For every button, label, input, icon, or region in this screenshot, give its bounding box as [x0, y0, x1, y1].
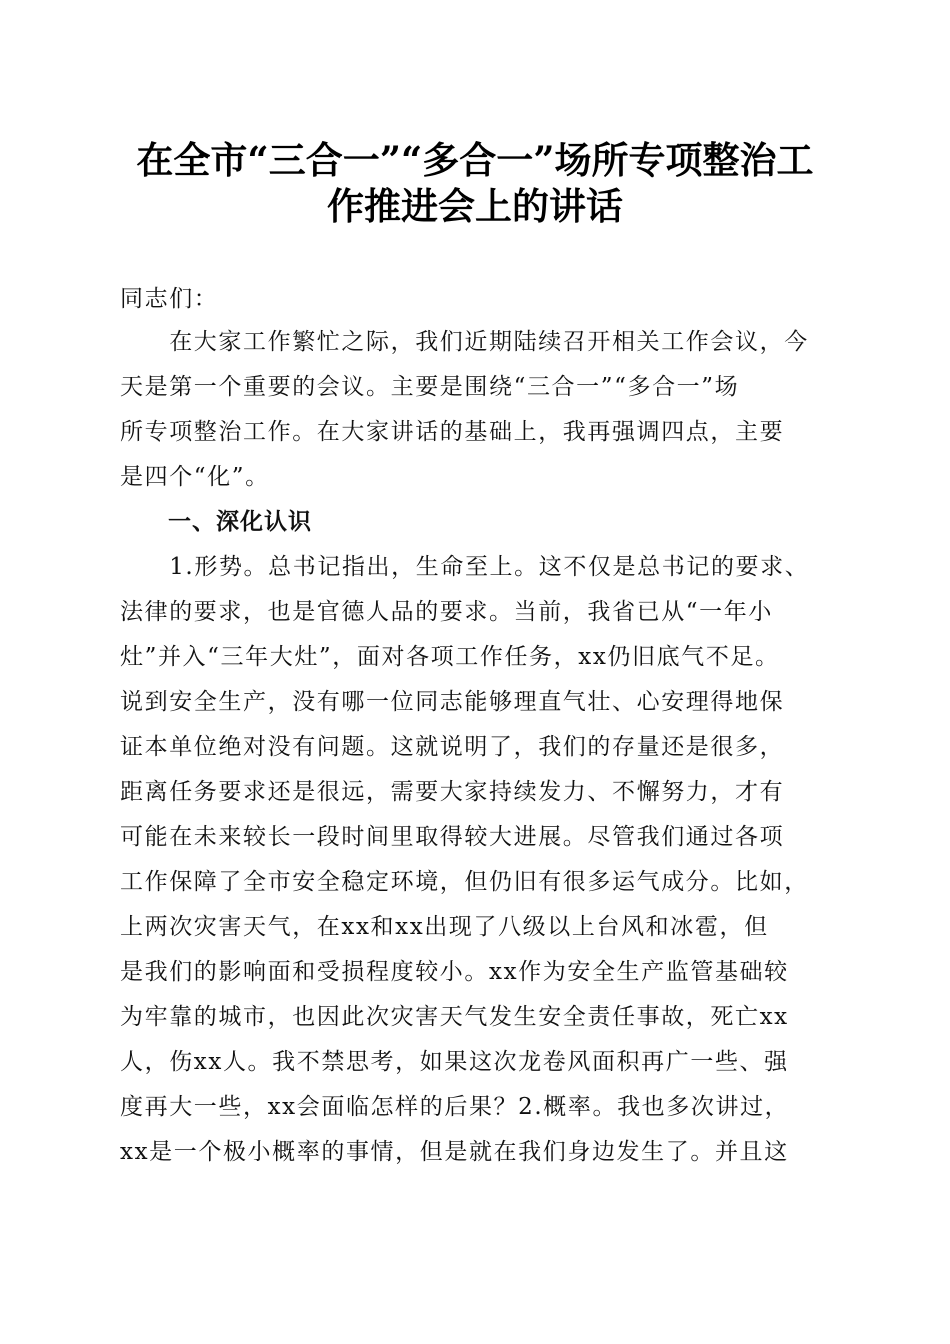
body-line: 人，伤xx人。我不禁思考，如果这次龙卷风面积再广一些、强: [120, 1049, 789, 1075]
body-line: 证本单位绝对没有问题。这就说明了，我们的存量还是很多，: [120, 734, 785, 760]
body-line: 1.形势。总书记指出，生命至上。这不仅是总书记的要求、: [120, 554, 810, 580]
body-line: xx是一个极小概率的事情，但是就在我们身边发生了。并且这: [120, 1139, 789, 1165]
section-heading: 一、深化认识: [120, 509, 312, 535]
body-line: 上两次灾害天气，在xx和xx出现了八级以上台风和冰雹，但: [120, 914, 769, 940]
body-line: 工作保障了全市安全稳定环境，但仍旧有很多运气成分。比如，: [120, 869, 809, 895]
body-line: 在大家工作繁忙之际，我们近期陆续召开相关工作会议，今: [120, 329, 809, 355]
body-line: 是四个“化”。: [120, 464, 270, 490]
body-line: 度再大一些，xx会面临怎样的后果？2.概率。我也多次讲过，: [120, 1094, 790, 1120]
body-line: 天是第一个重要的会议。主要是围绕“三合一”“多合一”场: [120, 374, 740, 400]
body-line: 说到安全生产，没有哪一位同志能够理直气壮、心安理得地保: [120, 689, 785, 715]
document-title-line-1: 在全市“三合一”“多合一”场所专项整治工: [136, 138, 814, 182]
body-line: 灶”并入“三年大灶”，面对各项工作任务，xx仍旧底气不足。: [120, 644, 780, 670]
body-line: 所专项整治工作。在大家讲话的基础上，我再强调四点，主要: [120, 419, 785, 445]
body-line: 是我们的影响面和受损程度较小。xx作为安全生产监管基础较: [120, 959, 789, 985]
body-line: 可能在未来较长一段时间里取得较大进展。尽管我们通过各项: [120, 824, 785, 850]
body-line: 法律的要求，也是官德人品的要求。当前，我省已从“一年小: [120, 599, 773, 625]
body-line: 距离任务要求还是很远，需要大家持续发力、不懈努力，才有: [120, 779, 785, 805]
body-line: 为牢靠的城市，也因此次灾害天气发生安全责任事故，死亡xx: [120, 1004, 789, 1030]
document-title-line-2: 作推进会上的讲话: [327, 184, 623, 228]
salutation: 同志们：: [120, 286, 219, 312]
